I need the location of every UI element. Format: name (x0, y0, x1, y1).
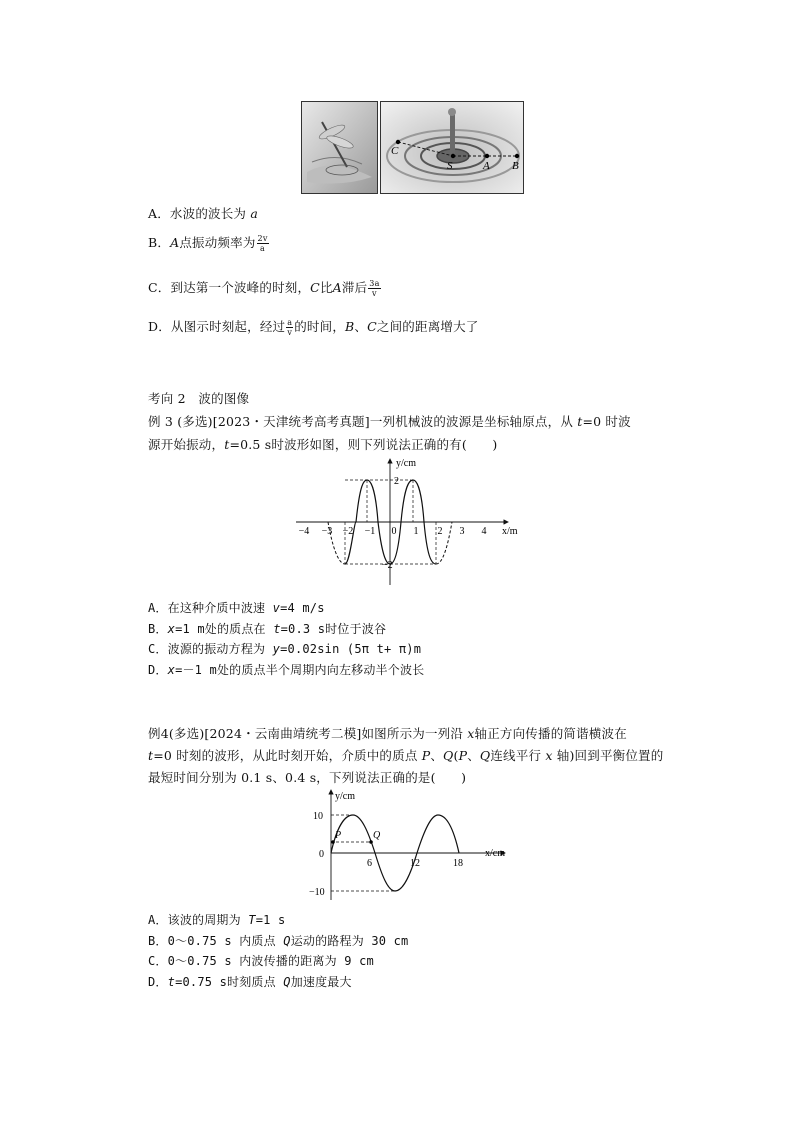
ex3-stem-line1: 例 3 (多选)[2023・天津统考高考真题]一列机械波的波源是坐标轴原点，从 t=0 时波 (148, 414, 631, 429)
point-b (515, 154, 519, 158)
x-tick: 6 (367, 858, 372, 869)
y-tick: −10 (309, 887, 325, 898)
prev-option-c: C．到达第一个波峰的时刻，C比A滞后 $\frac{3a}{v}$ (148, 279, 380, 298)
ex4-stem-line1: 例4(多选)[2024・云南曲靖统考二模]如图所示为一列沿 x轴正方向传播的简谐横波在 (148, 726, 627, 741)
ex4-option-c: C．0～0.75 s 内波传播的距离为 9 cm (148, 954, 374, 968)
section-title: 考向 2 波的图像 (148, 391, 250, 406)
y-tick: 2 (394, 476, 399, 487)
x-tick: 12 (410, 858, 420, 869)
x-tick: −1 (364, 526, 376, 537)
ex3-option-b: B．x=1 m处的质点在 t=0.3 s时位于波谷 (148, 622, 387, 636)
x-tick: 1 (413, 526, 419, 537)
x-tick: 4 (481, 526, 487, 537)
prev-option-a: A．水波的波长为 a (148, 206, 258, 221)
label-s: S (447, 160, 453, 172)
x-tick: −2 (342, 526, 354, 537)
point-c (396, 140, 400, 144)
y-tick: 10 (313, 811, 323, 822)
x-tick: 2 (437, 526, 443, 537)
y-axis-label: y/cm (396, 458, 416, 469)
y-tick: −2 (382, 560, 393, 571)
x-tick: −4 (298, 526, 310, 537)
y-tick: 0 (319, 849, 324, 860)
label-c: C (391, 145, 399, 157)
x-axis-label: x/m (502, 526, 518, 537)
x-tick: 18 (453, 858, 463, 869)
x-axis-label: x/cm (485, 848, 505, 859)
ex4-wave-chart (305, 786, 520, 904)
ex3-stem-line2: 源开始振动，t=0.5 s时波形如图，则下列说法正确的有( ) (148, 437, 498, 452)
fraction: $\frac{2v}{a}$ (257, 234, 268, 253)
fraction: $\frac{a}{v}$ (287, 318, 293, 337)
ex4-stem-line3: 最短时间分别为 0.1 s、0.4 s，下列说法正确的是( ) (148, 770, 467, 785)
prev-option-d: D．从图示时刻起，经过 $\frac{a}{v}$ 的时间，B、C之间的距离增大了 (148, 318, 479, 337)
ex4-option-d: D．t=0.75 s时刻质点 Q加速度最大 (148, 975, 352, 989)
ex4-stem-line2: t=0 时刻的波形，从此时刻开始，介质中的质点 P、Q(P、Q连线平行 x 轴)回到平衡位置的 (148, 748, 664, 763)
water-ripple-photo (380, 101, 524, 194)
ex3-option-d: D．x=－1 m处的质点半个周期内向左移动半个波长 (148, 663, 425, 677)
point-s (451, 154, 455, 158)
ex3-wave-chart (290, 455, 530, 590)
fraction: $\frac{3a}{v}$ (369, 279, 380, 298)
point-a (485, 154, 489, 158)
x-tick: 3 (459, 526, 465, 537)
ex4-option-a: A．该波的周期为 T=1 s (148, 913, 286, 927)
label-q: Q (373, 830, 381, 841)
x-tick: 0 (391, 526, 397, 537)
y-axis-label: y/cm (335, 791, 355, 802)
dragonfly-photo (301, 101, 378, 194)
label-a: A (483, 160, 490, 172)
prev-option-b: B．A点振动频率为 $\frac{2v}{a}$ (148, 234, 268, 253)
ex3-option-c: C．波源的振动方程为 y=0.02sin (5π t+ π)m (148, 642, 422, 656)
label-p: P (335, 830, 342, 841)
label-b: B (512, 160, 519, 172)
x-tick: −3 (321, 526, 333, 537)
ex4-option-b: B．0～0.75 s 内质点 Q运动的路程为 30 cm (148, 934, 409, 948)
ex3-option-a: A．在这种介质中波速 v=4 m/s (148, 601, 325, 615)
